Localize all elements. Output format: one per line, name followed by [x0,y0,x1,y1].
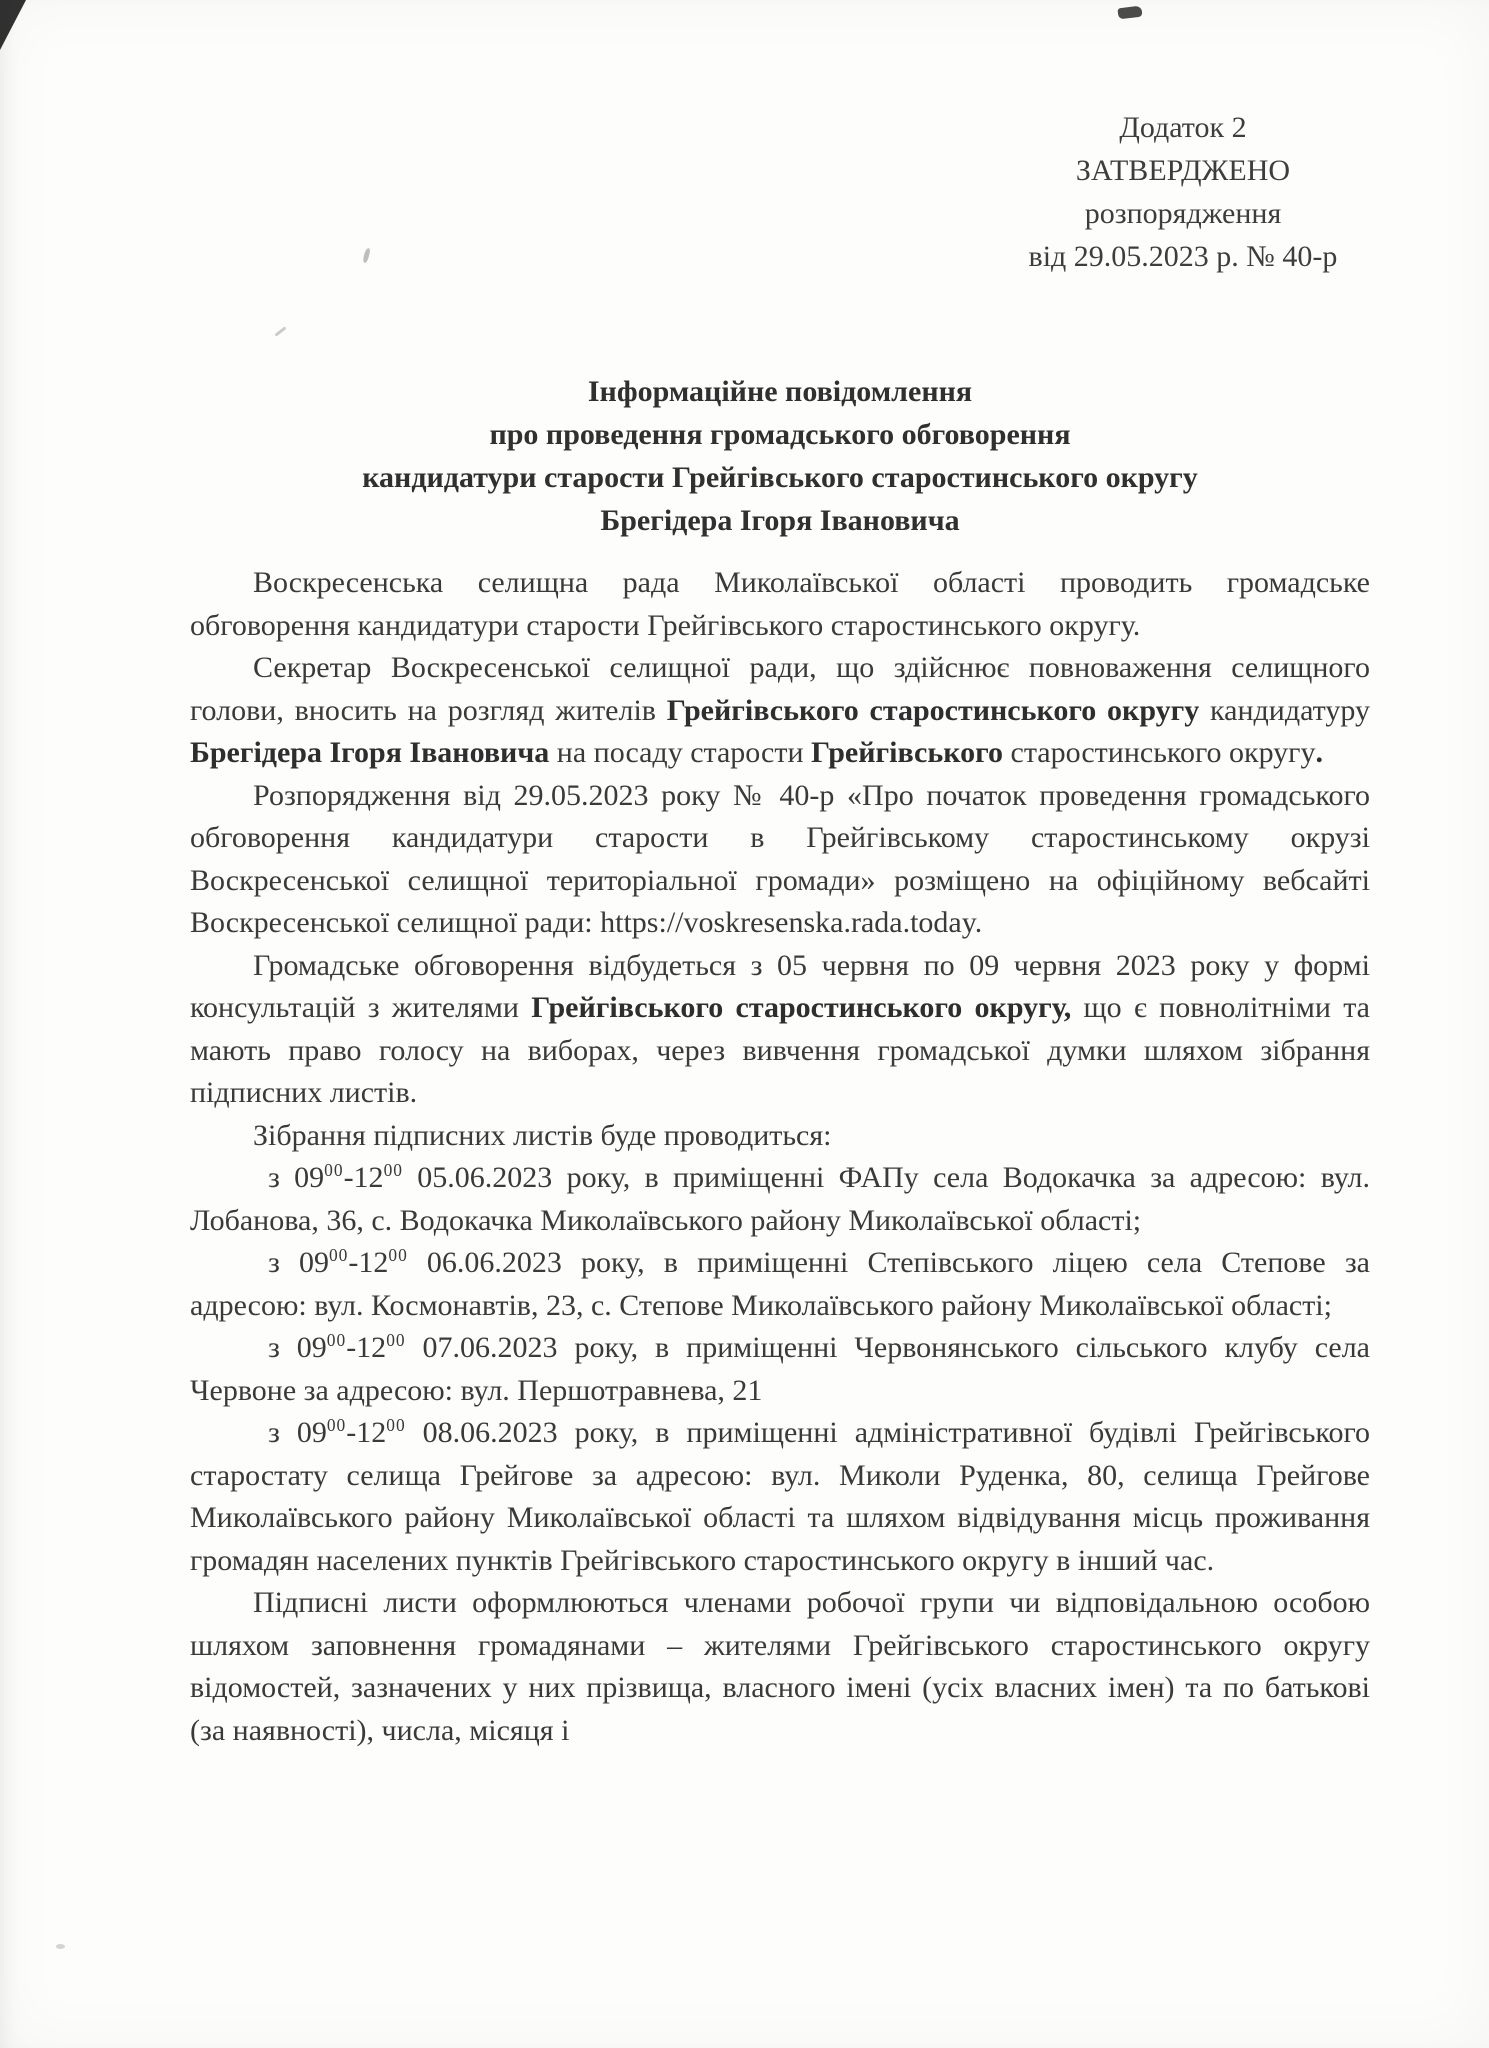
emphasized-text: Грейгівського [811,736,1003,769]
paragraph [190,647,1370,775]
text-run: -12 [346,1416,387,1449]
text-run: 00 [324,1160,344,1180]
text-run: 00 [328,1245,349,1265]
paragraph [190,1157,1370,1242]
text-run: 07.06.2023 року, в приміщенні Червонянського сільського клубу села Червоне за адресою: вул. Першотравнева, 21 [190,1331,1370,1407]
text-run: 00 [326,1415,347,1435]
title-line: Брегідера Ігоря Івановича [600,504,960,537]
approval-header-line: ЗАТВЕРДЖЕНО [1075,154,1291,187]
paragraph [190,1115,1370,1158]
scan-artifact-corner-icon [0,0,26,50]
paragraph [190,1582,1370,1752]
text-run: з 09 [268,1246,329,1279]
text-run: Секретар Воскресенської селищної ради, що здійснює повноваження селищного голови, вносить на розгляд жителів [190,651,1370,727]
document-title [190,370,1370,542]
text-run: -12 [343,1161,384,1194]
scan-artifact-mark-icon [1117,6,1142,20]
text-run: Воскресенська селищна рада Миколаївської області проводить громадське обговорення кандидатури старости Грейгівського старостинського округу. [190,566,1370,642]
text-run: з 09 [268,1331,327,1364]
emphasized-text: Брегідера Ігоря Івановича [190,736,550,769]
document-body [190,562,1370,1752]
title-line: Інформаційне повідомлення [587,375,973,408]
text-run: -12 [348,1246,389,1279]
text-run: 00 [386,1415,406,1435]
approval-header [993,106,1373,278]
title-line: про проведення громадського обговорення [489,418,1071,451]
website-url: https://voskresenska.rada.today [600,906,975,939]
text-run: Зібрання підписних листів буде проводиться: [253,1118,832,1152]
emphasized-text: Грейгівського старостинського округу [666,693,1200,727]
scan-speck-icon [56,1944,65,1949]
text-run: 00 [383,1160,403,1180]
text-run: Громадське обговорення відбудеться з 05 червня по 09 червня 2023 року у формі консультацій з жителями [190,948,1370,1024]
scan-speck-icon [274,326,286,336]
text-run: 05.06.2023 року, в приміщенні ФАПу села Водокачка за адресою: вул. Лобанова, 36, с. Водокачка Миколаївського району Миколаївської області; [190,1161,1370,1237]
text-run: на посаду старости [549,736,812,769]
paragraph [190,1327,1370,1412]
emphasized-text: . [1315,736,1323,769]
emphasized-text: Грейгівського старостинського округу, [531,991,1072,1024]
text-run: 00 [386,1330,406,1350]
title-line: кандидатури старости Грейгівського старостинського округу [362,461,1198,494]
text-run: 00 [388,1245,408,1265]
scan-speck-icon [362,248,370,264]
text-run: кандидатуру [1199,693,1370,727]
text-run: 06.06.2023 року, в приміщенні Степівського ліцею села Степове за адресою: вул. Космонавтів, 23, с. Степове Миколаївського району Миколаївської області; [190,1246,1370,1322]
text-run: Розпорядження від 29.05.2023 року № 40-р «Про початок проведення громадського обговорення кандидатури старости в Грейгівському старостинському окрузі Воскресенської селищної територіальної громади» розміщено на офіційному вебсайті Воскресенської селищної ради: [190,778,1370,939]
approval-header-line: Додаток 2 [1119,111,1247,144]
approval-header-line: від 29.05.2023 р. № 40-р [1028,240,1338,273]
text-run: 00 [326,1330,347,1350]
text-run: з 09 [268,1416,327,1449]
text-run: -12 [346,1331,387,1364]
paragraph [190,562,1370,647]
paragraph [190,775,1370,945]
paragraph [190,1242,1370,1327]
paragraph [190,1412,1370,1582]
text-run: з 09 [268,1161,325,1194]
text-run: Підписні листи оформлюються членами робочої групи чи відповідальною особою шляхом заповнення громадянами – жителями Грейгівського старостинського округу відомостей, зазначених у них прізвища, власного імені (усіх власних імен) та по батькові (за наявності), числа, місяця і [190,1586,1370,1747]
text-run: . [974,906,983,939]
text-run: що є повнолітніми та мають право голосу на виборах, через вивчення громадської думки шляхом зібрання підписних листів. [190,991,1370,1109]
paragraph [190,945,1370,1115]
text-run: 08.06.2023 року, в приміщенні адміністративної будівлі Грейгівського старостату селища Грейгове за адресою: вул. Миколи Руденка, 80, селища Грейгове Миколаївського району Миколаївської області та шляхом відвідування місць проживання громадян населених пунктів Грейгівського старостинського округу в інший час. [190,1416,1371,1577]
text-run: старостинського округу [1003,736,1316,769]
approval-header-line: розпорядження [1084,197,1282,230]
